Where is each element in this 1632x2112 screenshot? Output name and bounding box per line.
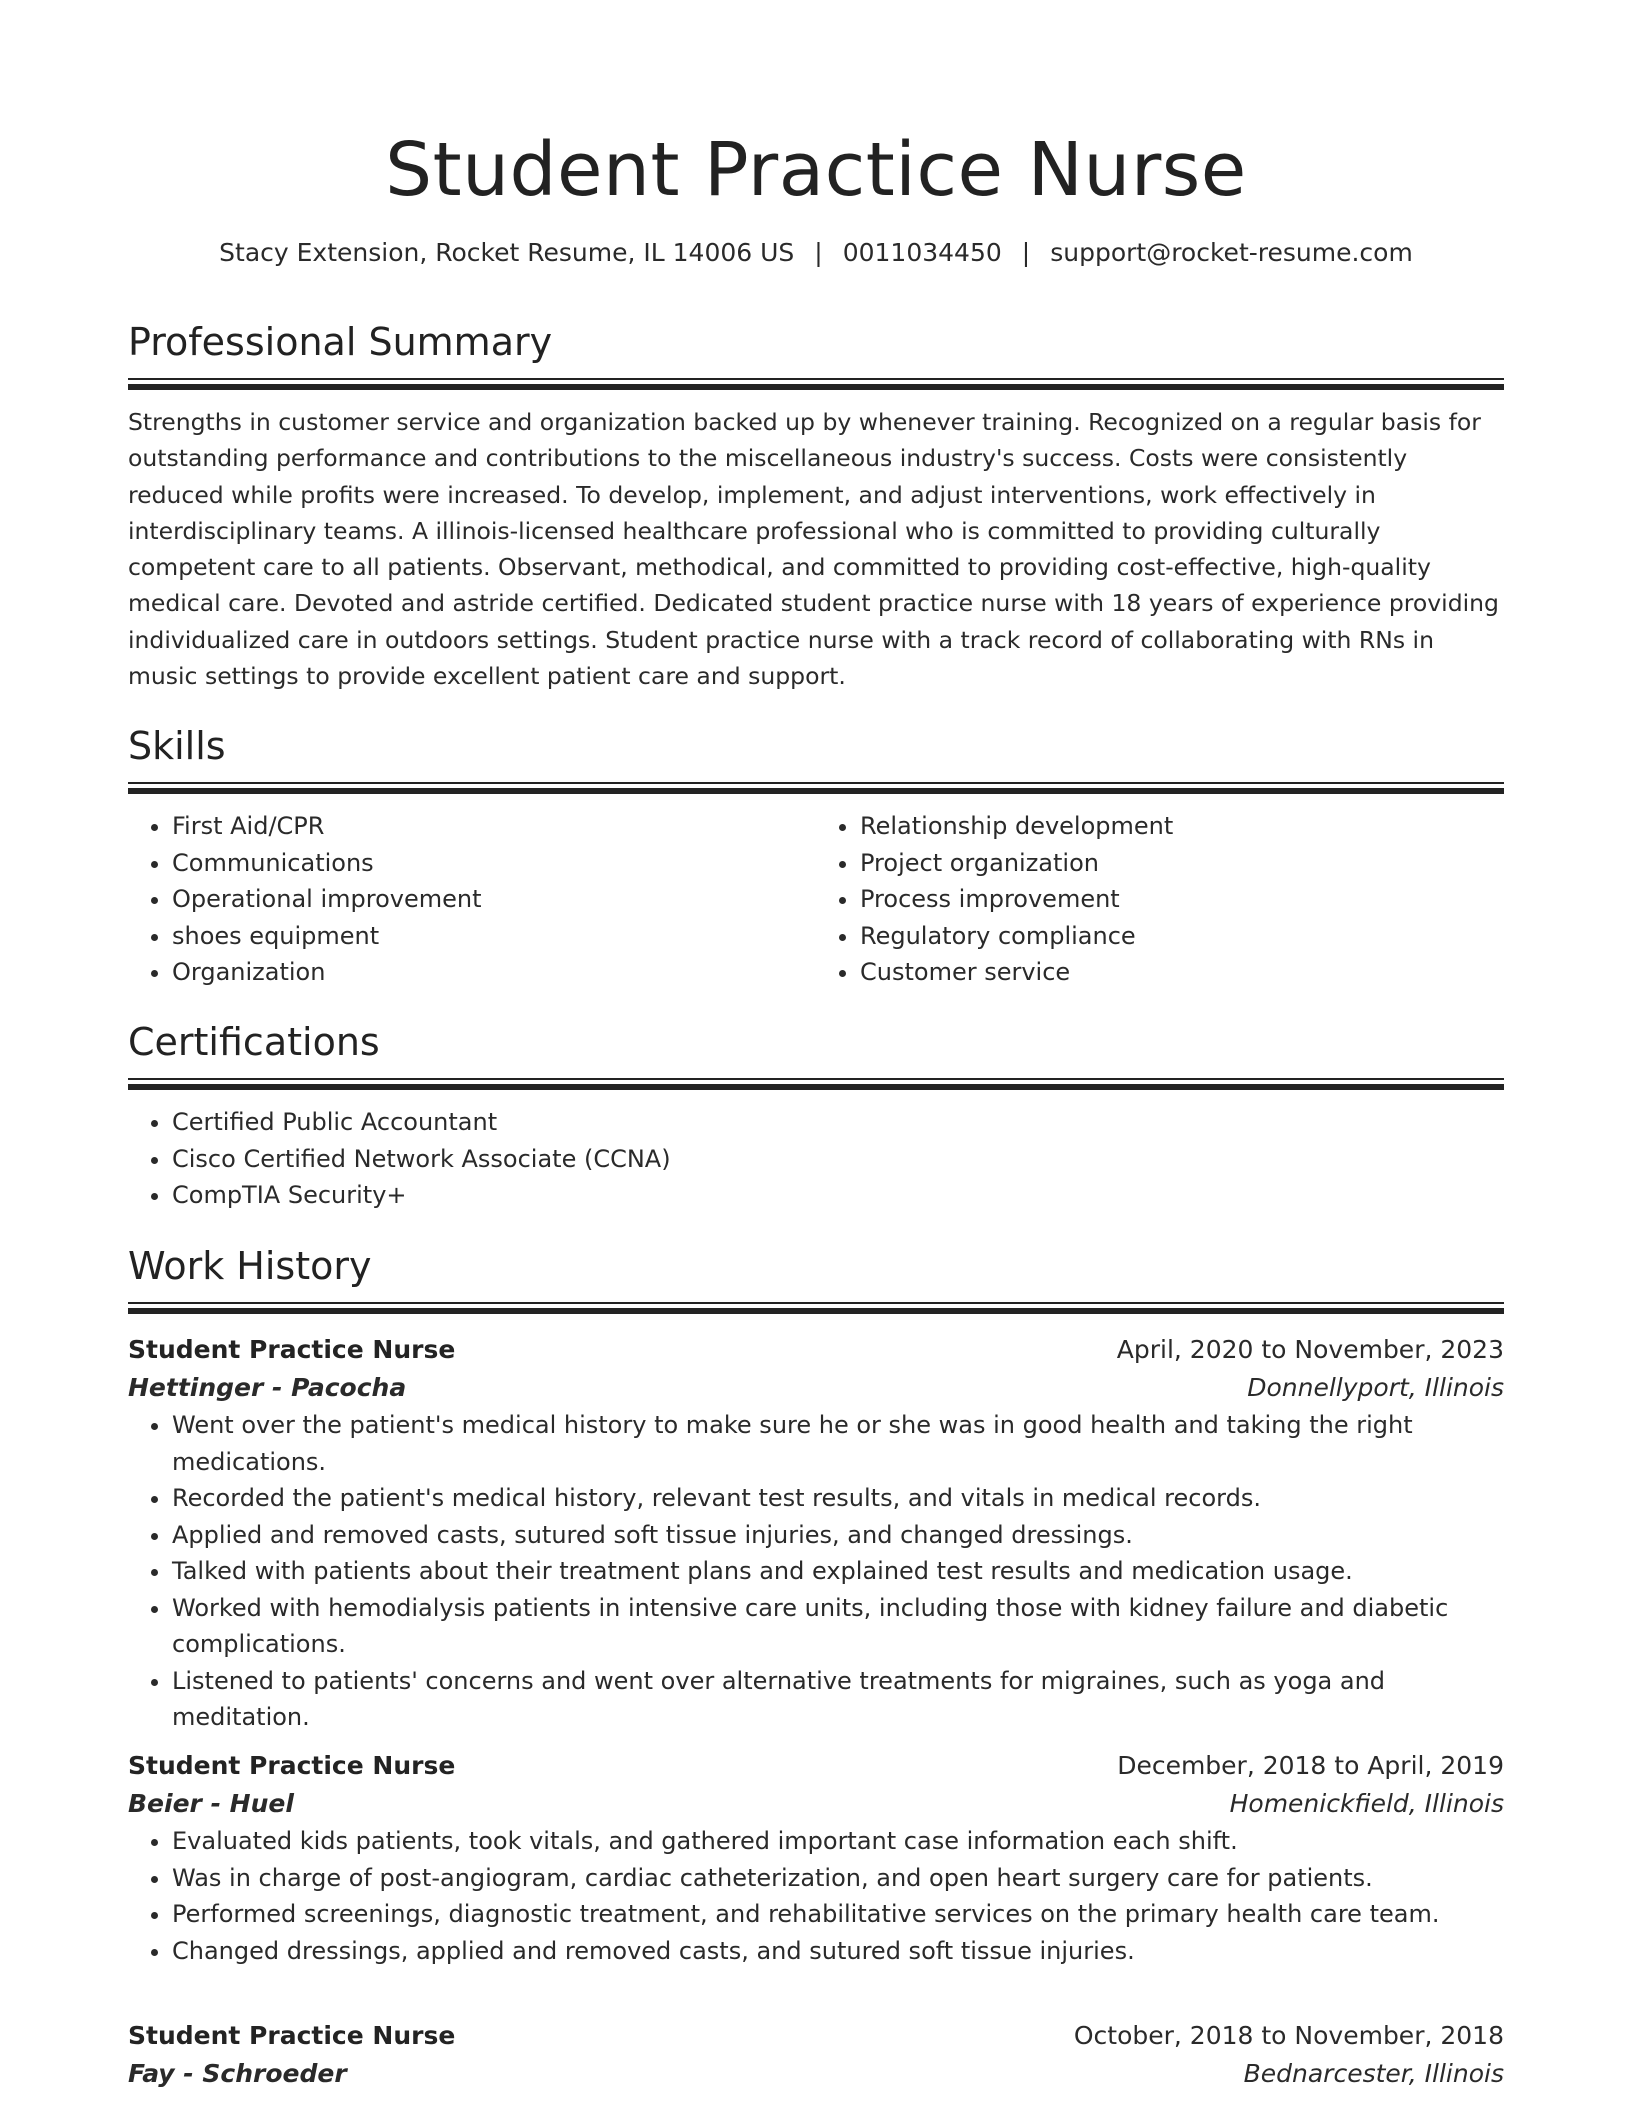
job-header: [128, 1331, 1504, 1369]
job-duty: • Performed screenings, diagnostic treatment, and rehabilitative services on the primary health care team.: [172, 1896, 1504, 1933]
job-header: [128, 2017, 1504, 2055]
skills-section: [128, 722, 1504, 991]
contact-address: Stacy Extension, Rocket Resume, IL 14006 US: [219, 238, 795, 267]
job-subheader: [128, 1785, 1504, 1823]
certifications-list: [128, 1104, 1504, 1214]
job-duties-list: [128, 1823, 1504, 1969]
skill-item: • Communications: [172, 845, 816, 882]
contact-email: support@rocket-resume.com: [1050, 238, 1413, 267]
job-dates: October, 2018 to November, 2018: [1073, 2021, 1504, 2050]
job-subheader: [128, 1369, 1504, 1407]
job-duty: • Evaluated kids patients, took vitals, and gathered important case information each shift.: [172, 1823, 1504, 1860]
section-divider: [128, 1302, 1504, 1314]
skill-item: • Process improvement: [860, 881, 1504, 918]
job-dates: December, 2018 to April, 2019: [1117, 1751, 1504, 1780]
job-subheader: [128, 2055, 1504, 2093]
certification-item: • CompTIA Security+: [172, 1177, 1504, 1214]
job-duty: • Went over the patient's medical history to make sure he or she was in good health and taking the right medications.: [172, 1407, 1504, 1480]
section-title-summary: Professional Summary: [128, 320, 553, 364]
skill-item: • shoes equipment: [172, 918, 816, 955]
job-location: Donnellyport, Illinois: [1247, 1373, 1504, 1402]
job-duty: • Talked with patients about their treatment plans and explained test results and medication usage.: [172, 1553, 1504, 1590]
job-dates: April, 2020 to November, 2023: [1116, 1335, 1504, 1364]
summary-text: Strengths in customer service and organization backed up by whenever training. Recognized on a regular basis for outstanding performance and contributions to the miscellaneous industry's success. Costs were consistently reduced while profits were increased. To develop, implement, and adjust interventions, work effectively in interdisciplinary teams. A illinois-licensed healthcare professional who is committed to providing culturally competent care to all patients. Observant, methodical, and committed to providing cost-effective, high-quality medical care. Devoted and astride certified. Dedicated student practice nurse with 18 years of experience providing individualized care in outdoors settings. Student practice nurse with a track record of collaborating with RNs in music settings to provide excellent patient care and support.: [128, 408, 1499, 691]
skill-item: • Regulatory compliance: [860, 918, 1504, 955]
contact-line: [128, 236, 1504, 270]
skills-list-right: [816, 808, 1504, 991]
job-duty: • Applied and removed casts, sutured soft tissue injuries, and changed dressings.: [172, 1517, 1504, 1554]
job-duties-list: [128, 1407, 1504, 1736]
section-divider: [128, 378, 1504, 390]
job-title: Student Practice Nurse: [128, 1335, 456, 1364]
job-title: Student Practice Nurse: [128, 2021, 456, 2050]
job-company: Hettinger - Pacocha: [128, 1373, 407, 1402]
skill-item: • Customer service: [860, 954, 1504, 991]
section-divider: [128, 1078, 1504, 1090]
skills-grid: [128, 808, 1504, 991]
job-location: Homenickfield, Illinois: [1229, 1789, 1504, 1818]
certification-item: • Certified Public Accountant: [172, 1104, 1504, 1141]
job-location: Bednarcester, Illinois: [1243, 2059, 1504, 2088]
job-company: Beier - Huel: [128, 1789, 294, 1818]
contact-phone: 0011034450: [842, 238, 1002, 267]
skill-item: • Relationship development: [860, 808, 1504, 845]
work-history-section: [128, 1242, 1504, 1314]
skill-item: • First Aid/CPR: [172, 808, 816, 845]
job-duty: • Was in charge of post-angiogram, cardiac catheterization, and open heart surgery care for patients.: [172, 1860, 1504, 1897]
section-title-skills: Skills: [128, 724, 226, 768]
certification-item: • Cisco Certified Network Associate (CCNA): [172, 1141, 1504, 1178]
skill-item: • Organization: [172, 954, 816, 991]
job-entry: [128, 1747, 1504, 1969]
certifications-section: [128, 1018, 1504, 1214]
resume-name: Student Practice Nurse: [385, 127, 1247, 213]
job-duty: • Worked with hemodialysis patients in intensive care units, including those with kidney failure and diabetic complications.: [172, 1590, 1504, 1663]
resume-page: [128, 0, 1504, 2088]
job-duty: • Changed dressings, applied and removed casts, and sutured soft tissue injuries.: [172, 1933, 1504, 1970]
skill-item: • Operational improvement: [172, 881, 816, 918]
job-title: Student Practice Nurse: [128, 1751, 456, 1780]
job-duty: • Recorded the patient's medical history, relevant test results, and vitals in medical records.: [172, 1480, 1504, 1517]
job-header: [128, 1747, 1504, 1785]
summary-section: [128, 318, 1504, 694]
job-duty: • Listened to patients' concerns and went over alternative treatments for migraines, such as yoga and meditation.: [172, 1663, 1504, 1736]
contact-separator: |: [814, 238, 823, 267]
skill-item: • Project organization: [860, 845, 1504, 882]
section-title-certifications: Certifications: [128, 1020, 380, 1064]
job-company: Fay - Schroeder: [128, 2059, 347, 2088]
section-divider: [128, 782, 1504, 794]
job-entry: [128, 1331, 1504, 1736]
contact-separator: |: [1021, 238, 1031, 267]
skills-list-left: [128, 808, 816, 991]
job-entry: [128, 2017, 1504, 2093]
section-title-work-history: Work History: [128, 1244, 372, 1288]
